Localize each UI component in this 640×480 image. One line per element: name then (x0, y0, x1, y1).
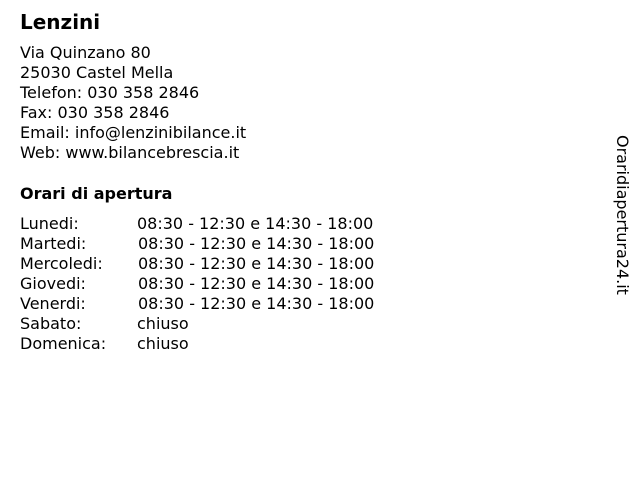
day-label: Venerdi: (20, 294, 86, 313)
day-hours: 08:30 - 12:30 e 14:30 - 18:00 (138, 274, 375, 293)
day-hours: 08:30 - 12:30 e 14:30 - 18:00 (138, 254, 375, 273)
site-watermark (612, 135, 636, 310)
address-fax: Fax: 030 358 2846 (20, 103, 170, 122)
address-block (20, 43, 246, 163)
address-email: Email: info@lenzinibilance.it (20, 123, 247, 142)
day-label: Mercoledi: (20, 254, 103, 273)
address-city: 25030 Castel Mella (20, 63, 174, 82)
address-phone: Telefon: 030 358 2846 (20, 83, 200, 102)
day-label: Giovedi: (20, 274, 86, 293)
day-label: Sabato: (20, 314, 82, 333)
day-label: Lunedi: (20, 214, 79, 233)
address-street: Via Quinzano 80 (20, 43, 151, 62)
address-web: Web: www.bilancebrescia.it (20, 143, 240, 162)
watermark-text: Oraridiapertura24.it (613, 135, 632, 295)
hours-heading: Orari di apertura (20, 184, 173, 203)
day-hours: 08:30 - 12:30 e 14:30 - 18:00 (138, 234, 375, 253)
day-hours: 08:30 - 12:30 e 14:30 - 18:00 (137, 214, 374, 233)
day-label: Martedi: (20, 234, 87, 253)
day-hours: chiuso (137, 334, 189, 353)
business-name: Lenzini (20, 10, 101, 34)
day-hours: chiuso (137, 314, 189, 333)
day-hours: 08:30 - 12:30 e 14:30 - 18:00 (138, 294, 375, 313)
day-label: Domenica: (20, 334, 107, 353)
